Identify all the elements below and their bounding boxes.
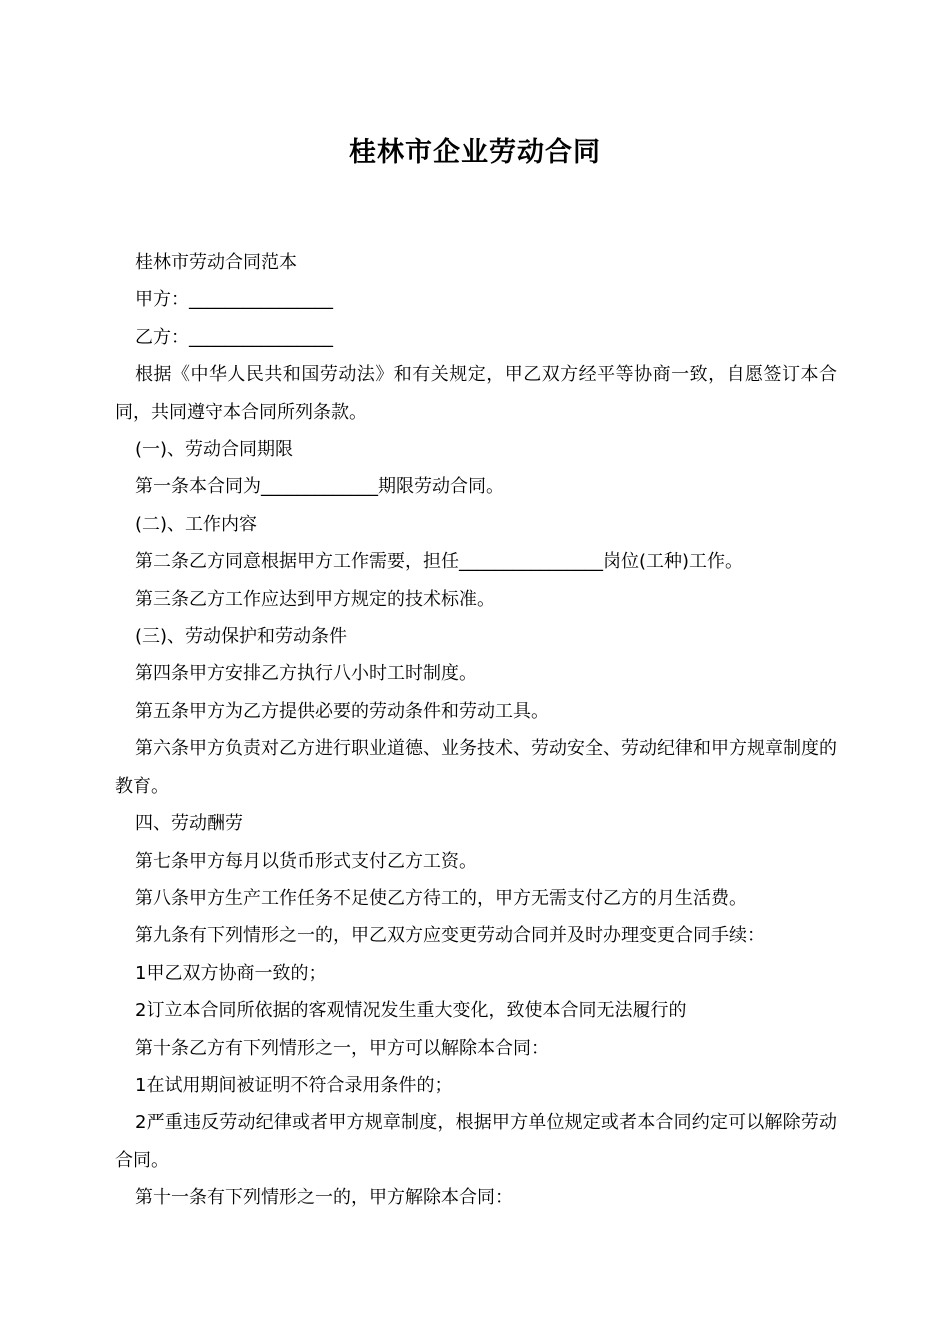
section-heading-labor-protection: (三)、劳动保护和劳动条件 xyxy=(135,626,348,648)
article-9-item-2: 2订立本合同所依据的客观情况发生重大变化，致使本合同无法履行的 xyxy=(135,1000,687,1022)
article-11: 第十一条有下列情形之一的，甲方解除本合同： xyxy=(135,1187,513,1209)
article-10-item-2: 2严重违反劳动纪律或者甲方规章制度，根据甲方单位规定或者本合同约定可以解除劳动合同。 xyxy=(115,1112,837,1171)
section-heading-remuneration: 四、劳动酬劳 xyxy=(135,813,243,835)
article-6: 第六条甲方负责对乙方进行职业道德、业务技术、劳动安全、劳动纪律和甲方规章制度的教育。 xyxy=(115,738,837,797)
article-10-item-1: 1在试用期间被证明不符合录用条件的； xyxy=(135,1074,453,1096)
paragraph-preamble: 根据《中华人民共和国劳动法》和有关规定，甲乙双方经平等协商一致，自愿签订本合同，共同遵守本合同所列条款。 xyxy=(115,364,837,423)
article-10: 第十条乙方有下列情形之一，甲方可以解除本合同： xyxy=(135,1037,549,1059)
document-title: 桂林市企业劳动合同 xyxy=(349,137,601,168)
section-heading-term: (一)、劳动合同期限 xyxy=(135,439,294,461)
article-1: 第一条本合同为_____________期限劳动合同。 xyxy=(135,476,504,498)
party-a-field: 甲方：________________ xyxy=(135,289,333,311)
article-4: 第四条甲方安排乙方执行八小时工时制度。 xyxy=(135,663,477,685)
document-body xyxy=(115,244,837,1217)
article-9: 第九条有下列情形之一的，甲乙双方应变更劳动合同并及时办理变更合同手续： xyxy=(135,925,765,947)
article-2: 第二条乙方同意根据甲方工作需要，担任________________岗位(工种)工作。 xyxy=(135,551,744,573)
paragraph-template-name: 桂林市劳动合同范本 xyxy=(135,252,297,273)
article-5: 第五条甲方为乙方提供必要的劳动条件和劳动工具。 xyxy=(135,700,549,722)
article-9-item-1: 1甲乙双方协商一致的； xyxy=(135,962,327,984)
article-8: 第八条甲方生产工作任务不足使乙方待工的，甲方无需支付乙方的月生活费。 xyxy=(135,887,747,909)
article-7: 第七条甲方每月以货币形式支付乙方工资。 xyxy=(135,850,477,872)
article-3: 第三条乙方工作应达到甲方规定的技术标准。 xyxy=(135,588,495,610)
party-b-field: 乙方：________________ xyxy=(135,326,333,348)
section-heading-work-content: (二)、工作内容 xyxy=(135,513,258,535)
